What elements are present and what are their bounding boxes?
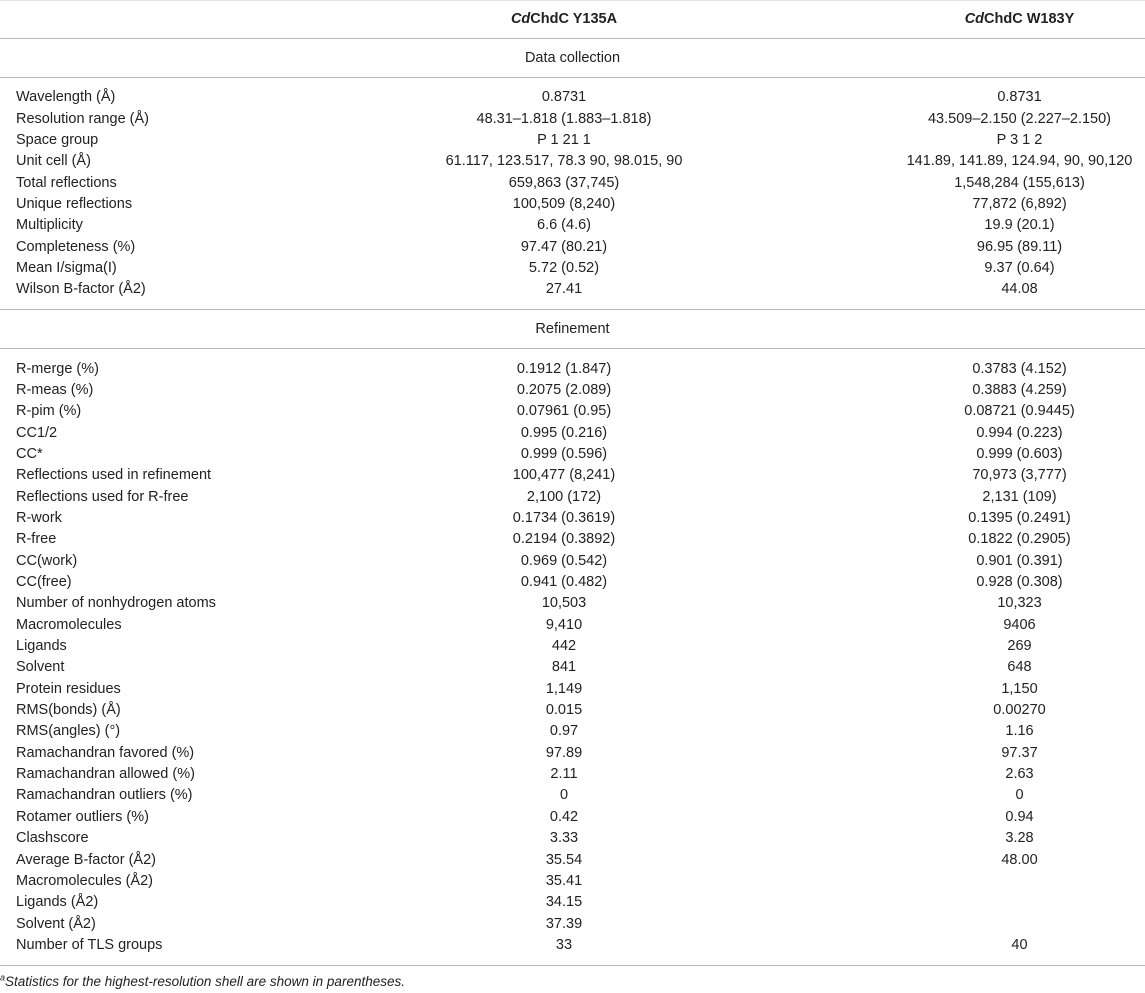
table-row (0, 215, 1145, 236)
value-w183y: 1,548,284 (155,613) (954, 174, 1085, 191)
table-row (0, 593, 1145, 614)
value-y135a: 0.8731 (541, 89, 587, 106)
value-w183y: 3.28 (1005, 830, 1034, 847)
value-y135a: 27.41 (334, 279, 794, 310)
table-row (0, 615, 1145, 636)
table-row (0, 871, 1145, 892)
header-y135a: CdChdC Y135A (334, 0, 794, 39)
value-y135a: 0.995 (0.216) (520, 424, 608, 441)
table-row (0, 380, 1145, 401)
footnote: $^a$Statistics for the highest-resolution shell are shown in parentheses. (0, 972, 405, 989)
table-row (0, 679, 1145, 700)
row-label: Resolution range (Å) (16, 110, 149, 127)
value-w183y: 77,872 (6,892) (972, 195, 1067, 212)
value-w183y: 0.928 (0.308) (976, 574, 1063, 591)
value-y135a: 48.31–1.818 (1.883–1.818) (476, 110, 652, 127)
value-w183y: 48.00 (1001, 851, 1038, 868)
value-y135a: 0.941 (0.482) (520, 574, 608, 591)
row-label: Ramachandran outliers (%) (16, 787, 193, 804)
row-label: Ramachandran allowed (%) (16, 766, 195, 783)
value-y135a: 10,503 (541, 595, 587, 612)
table-row (0, 487, 1145, 508)
value-w183y: 1.16 (1005, 723, 1034, 740)
table-row (0, 785, 1145, 806)
row-label: CC(work) (16, 552, 78, 569)
header-w183y: CdChdC W183Y (794, 0, 1145, 39)
value-w183y: 0.00270 (993, 702, 1046, 719)
header-empty (0, 0, 334, 39)
value-y135a: P 1 21 1 (537, 131, 591, 148)
value-y135a: 37.39 (545, 915, 583, 932)
value-w183y: 96.95 (89.11) (976, 238, 1063, 255)
row-label: R-merge (%) (16, 360, 99, 377)
table-row (0, 172, 1145, 193)
value-y135a: 2.11 (550, 766, 578, 783)
row-label: Number of TLS groups (0, 935, 334, 966)
row-label: Total reflections (16, 174, 117, 191)
table-row (0, 572, 1145, 593)
row-label: R-meas (%) (16, 381, 94, 398)
value-w183y: 269 (1007, 638, 1032, 655)
row-label: Unit cell (Å) (16, 153, 91, 170)
row-label: Ligands (Å2) (16, 894, 99, 911)
value-y135a: 841 (551, 659, 577, 676)
table-row (0, 130, 1145, 151)
value-y135a: 0.1734 (0.3619) (512, 510, 616, 527)
value-w183y: 0.1395 (0.2491) (968, 510, 1071, 527)
table-row (0, 444, 1145, 465)
value-y135a: 0.2075 (2.089) (516, 381, 612, 398)
table-row (0, 258, 1145, 279)
row-label: Ligands (16, 638, 67, 655)
table-row (0, 657, 1145, 678)
value-w183y: 2.63 (1005, 766, 1034, 783)
table-row (0, 807, 1145, 828)
value-y135a: 35.41 (545, 872, 583, 889)
value-y135a: 97.89 (545, 744, 583, 761)
row-label: Protein residues (16, 680, 121, 697)
row-label: CC(free) (16, 574, 72, 591)
value-y135a: 659,863 (37,745) (508, 174, 620, 191)
table-row (0, 721, 1145, 742)
table-row (0, 465, 1145, 486)
value-y135a: 0.015 (545, 702, 583, 719)
section-refinement-label: Refinement (0, 310, 1145, 349)
value-w183y: 141.89, 141.89, 124.94, 90, 90,120 (906, 153, 1133, 170)
value-w183y: 97.37 (1001, 744, 1038, 761)
value-y135a: 0.999 (0.596) (520, 445, 608, 462)
table-row (0, 236, 1145, 257)
value-w183y: 10,323 (997, 595, 1042, 612)
value-w183y: 44.08 (794, 279, 1145, 310)
row-label: CC* (16, 445, 43, 462)
table-row (0, 401, 1145, 422)
value-y135a: 3.33 (549, 830, 579, 847)
value-w183y: 40 (794, 935, 1145, 966)
row-label: Rotamer outliers (%) (16, 808, 149, 825)
value-y135a: 61.117, 123.517, 78.3 90, 98.015, 90 (445, 153, 683, 170)
header-row (0, 0, 1145, 39)
table-row (0, 349, 1145, 380)
value-y135a: 33 (334, 935, 794, 966)
value-y135a: 2,100 (172) (526, 488, 602, 505)
table-row (0, 151, 1145, 172)
value-y135a: 0.1912 (1.847) (516, 360, 612, 377)
value-w183y: 0.3883 (4.259) (972, 381, 1067, 398)
value-y135a: 442 (551, 638, 577, 655)
row-label: Average B-factor (Å2) (16, 851, 156, 868)
table-row (0, 913, 1145, 934)
table-row (0, 828, 1145, 849)
value-y135a: 6.6 (4.6) (537, 217, 591, 234)
table-row (0, 743, 1145, 764)
table-row (0, 422, 1145, 443)
value-w183y (794, 892, 1145, 913)
value-w183y: 0.94 (1005, 808, 1034, 825)
value-y135a: 0.07961 (0.95) (516, 403, 612, 420)
row-label: RMS(bonds) (Å) (16, 702, 121, 719)
value-y135a: 100,509 (8,240) (512, 195, 616, 212)
row-label: Wavelength (Å) (16, 89, 116, 106)
table-row (0, 551, 1145, 572)
row-label: Mean I/sigma(I) (16, 259, 117, 276)
row-label: RMS(angles) (°) (16, 723, 121, 740)
row-label: R-work (16, 510, 62, 527)
value-w183y: 0.999 (0.603) (976, 445, 1063, 462)
table-row (0, 892, 1145, 913)
table-row (0, 764, 1145, 785)
value-y135a: 34.15 (545, 894, 583, 911)
row-label: Solvent (Å2) (16, 915, 96, 932)
table-row (0, 700, 1145, 721)
row-label: Number of nonhydrogen atoms (16, 595, 216, 612)
value-w183y: 43.509–2.150 (2.227–2.150) (927, 110, 1112, 127)
value-y135a: 9,410 (545, 616, 583, 633)
value-y135a: 35.54 (545, 851, 583, 868)
value-y135a: 0.97 (549, 723, 579, 740)
value-y135a: 100,477 (8,241) (512, 467, 616, 484)
row-label: Macromolecules (Å2) (16, 872, 153, 889)
row-label: Completeness (%) (16, 238, 136, 255)
table-row (0, 279, 1145, 310)
table-row (0, 108, 1145, 129)
value-w183y: 9.37 (0.64) (984, 259, 1055, 276)
table-row (0, 849, 1145, 870)
value-w183y: 1,150 (1001, 680, 1038, 697)
row-label: CC1/2 (16, 424, 58, 441)
row-label: R-pim (%) (16, 403, 82, 420)
table-row (0, 935, 1145, 966)
row-label: R-free (16, 531, 57, 548)
section-refinement (0, 310, 1145, 349)
value-y135a: 5.72 (0.52) (528, 259, 600, 276)
value-w183y: 2,131 (109) (982, 488, 1057, 505)
row-label: Wilson B-factor (Å2) (0, 279, 334, 310)
value-w183y: 9406 (1003, 616, 1036, 633)
row-label: Macromolecules (16, 616, 122, 633)
row-label: Ramachandran favored (%) (16, 744, 195, 761)
value-w183y: 648 (1007, 659, 1032, 676)
row-label: Clashscore (16, 830, 89, 847)
row-label: Multiplicity (16, 217, 83, 234)
value-w183y: 0.08721 (0.9445) (964, 403, 1075, 420)
value-w183y: 0.994 (0.223) (976, 424, 1063, 441)
value-w183y: 19.9 (20.1) (984, 217, 1055, 234)
table-row (0, 508, 1145, 529)
section-data-collection: Data collection (0, 39, 1145, 78)
value-w183y: 0 (1015, 787, 1024, 804)
value-w183y: 0.8731 (997, 89, 1042, 106)
table-row (0, 78, 1145, 109)
value-y135a: 0.969 (0.542) (520, 552, 608, 569)
value-y135a: 1,149 (545, 680, 583, 697)
table-row (0, 529, 1145, 550)
value-w183y: 70,973 (3,777) (972, 467, 1067, 484)
row-label: Space group (16, 131, 99, 148)
value-w183y: 0.901 (0.391) (976, 552, 1063, 569)
value-w183y: P 3 1 2 (996, 131, 1043, 148)
value-y135a: 0 (559, 787, 569, 804)
value-y135a: 97.47 (80.21) (520, 238, 608, 255)
row-label: Reflections used for R-free (16, 488, 189, 505)
table-row (0, 636, 1145, 657)
row-label: Unique reflections (16, 195, 133, 212)
value-y135a: 0.2194 (0.3892) (512, 531, 616, 548)
row-label: Reflections used in refinement (16, 467, 212, 484)
value-y135a: 0.42 (549, 808, 579, 825)
value-w183y (794, 913, 1145, 934)
row-label: Solvent (16, 659, 65, 676)
value-w183y (794, 871, 1145, 892)
value-w183y: 0.3783 (4.152) (972, 360, 1067, 377)
table-row (0, 194, 1145, 215)
value-w183y: 0.1822 (0.2905) (968, 531, 1071, 548)
